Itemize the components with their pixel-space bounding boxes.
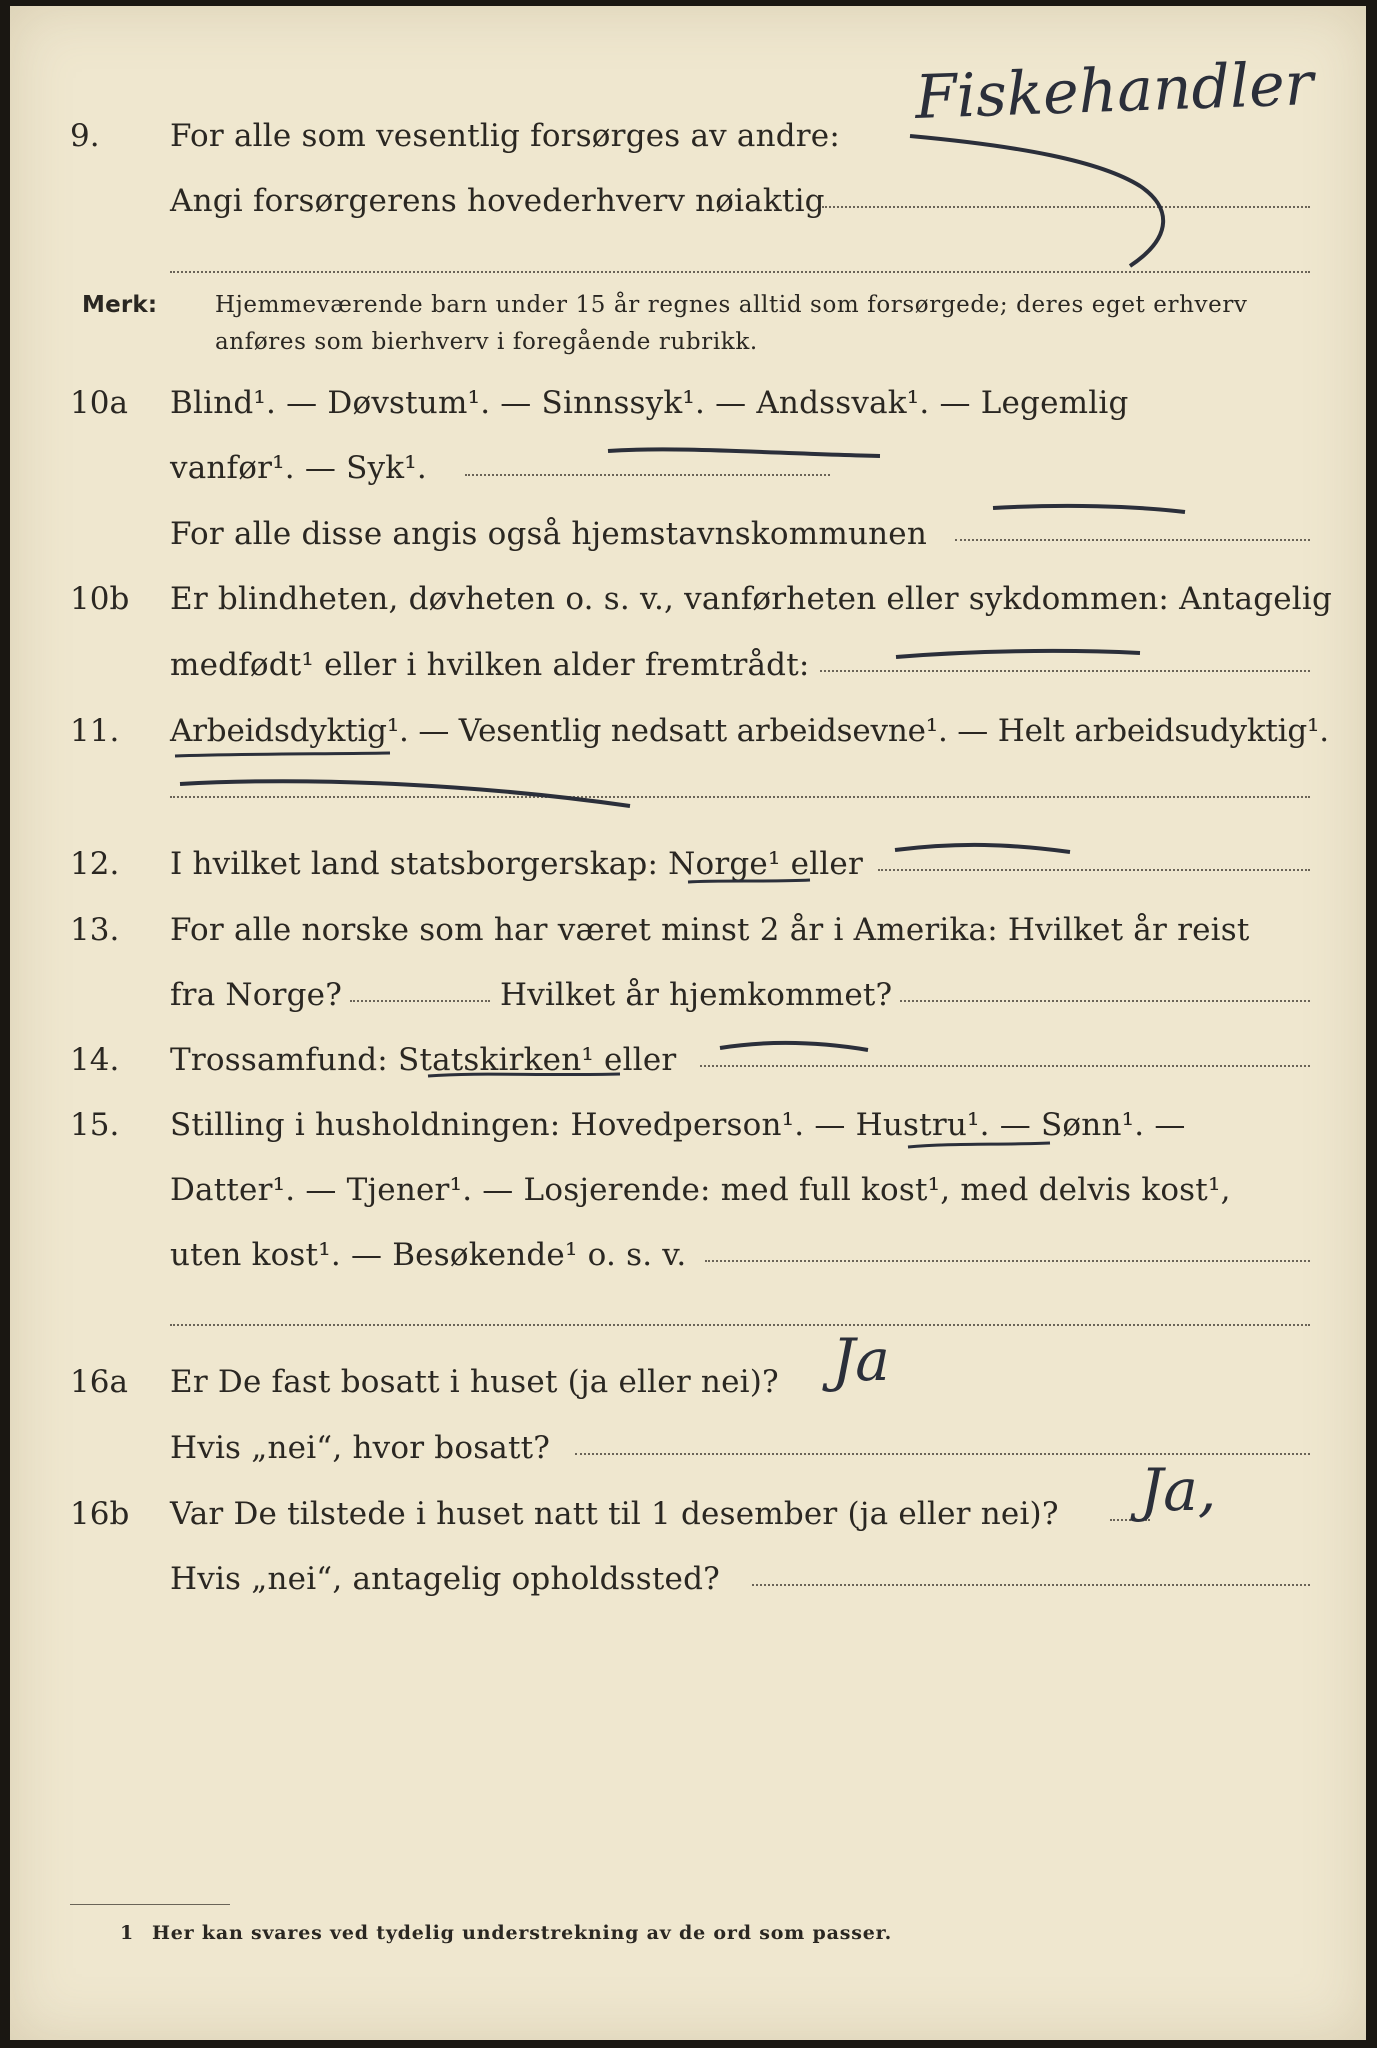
q10a-line1: Blind¹. — Døvstum¹. — Sinnssyk¹. — Andssvak¹. — Legemlig (170, 385, 1129, 421)
q11-number: 11. (70, 713, 120, 749)
q16b-line2: Hvis „nei“, antagelig opholdssted? (170, 1561, 720, 1597)
q10b-line2: medfødt¹ eller i hvilken alder fremtrådt: (170, 647, 810, 683)
merk-line2: anføres som bierhverv i foregående rubrikk. (215, 329, 758, 355)
q16b-number: 16b (70, 1496, 130, 1532)
footnote-mark: 1 (120, 1922, 135, 1944)
q13-number: 13. (70, 912, 120, 948)
q15-line3: uten kost¹. — Besøkende¹ o. s. v. (170, 1237, 687, 1273)
q13-line1: For alle norske som har været minst 2 år i Amerika: Hvilket år reist (170, 912, 1250, 948)
q10b-line1: Er blindheten, døvheten o. s. v., vanførheten eller sykdommen: Antagelig (170, 581, 1333, 617)
q10a-municipality-line (955, 539, 1310, 541)
q12-underline-stroke (680, 836, 1100, 896)
q14-number: 14. (70, 1042, 120, 1078)
census-form-page (10, 6, 1366, 2040)
q16b-line1: Var De tilstede i huset natt til 1 desember (ja eller nei)? (170, 1496, 1059, 1532)
q15-line2: Datter¹. — Tjener¹. — Losjerende: med full kost¹, med delvis kost¹, (170, 1172, 1231, 1208)
q9-line2: Angi forsørgerens hovederhverv nøiaktig (170, 183, 825, 219)
q15-hustru-underline (900, 1131, 1070, 1161)
q10a-municipality-dash (985, 496, 1215, 526)
footnote-rule (70, 1904, 230, 1905)
q10b-number: 10b (70, 581, 130, 617)
q10a-dash-stroke (600, 436, 900, 476)
q10a-line2: vanfør¹. — Syk¹. (170, 450, 427, 486)
q16a-line2: Hvis „nei“, hvor bosatt? (170, 1430, 551, 1466)
q16a-line1: Er De fast bosatt i huset (ja eller nei)? (170, 1364, 779, 1400)
q14-underline-stroke (420, 1036, 880, 1086)
q14-line1: Trossamfund: Statskirken¹ eller (170, 1042, 677, 1078)
q10a-number: 10a (70, 385, 128, 421)
q9-number: 9. (70, 118, 100, 154)
q12-line1: I hvilket land statsborgerskap: Norge¹ eller (170, 846, 863, 882)
q13-line2a: fra Norge? (170, 977, 343, 1013)
q16b-opholdssted-line (752, 1584, 1310, 1586)
q12-number: 12. (70, 846, 120, 882)
q9-bracket-stroke (900, 116, 1200, 276)
q16b-handwritten-answer: Ja, (1140, 1456, 1217, 1524)
q15-answer-line-2 (170, 1324, 1310, 1326)
q15-line1: Stilling i husholdningen: Hovedperson¹. — Hustru¹. — Sønn¹. — (170, 1107, 1186, 1143)
q13-reist-line (350, 1000, 490, 1002)
q16a-number: 16a (70, 1364, 128, 1400)
q15-number: 15. (70, 1107, 120, 1143)
q15-answer-line (705, 1260, 1310, 1262)
q10a-line3: For alle disse angis også hjemstavnskommunen (170, 516, 927, 552)
q11-line1: Arbeidsdyktig¹. — Vesentlig nedsatt arbeidsevne¹. — Helt arbeidsudyktig¹. (170, 713, 1329, 749)
q9-line1: For alle som vesentlig forsørges av andre: (170, 118, 840, 154)
q11-underline-stroke (170, 746, 650, 826)
q9-handwritten-answer: Fiskehandler (913, 49, 1315, 133)
footnote-text: Her kan svares ved tydelig understrekning av de ord som passer. (152, 1922, 893, 1944)
q13-line2b: Hvilket år hjemkommet? (500, 977, 893, 1013)
q16a-handwritten-answer: Ja (832, 1326, 890, 1394)
q10b-dash-stroke (890, 641, 1150, 671)
merk-line1: Hjemmeværende barn under 15 år regnes alltid som forsørgede; deres eget erhverv (215, 292, 1248, 318)
q16a-bosatt-line (575, 1453, 1310, 1455)
q13-hjemkommet-line (900, 1000, 1310, 1002)
merk-label: Merk: (82, 292, 158, 318)
